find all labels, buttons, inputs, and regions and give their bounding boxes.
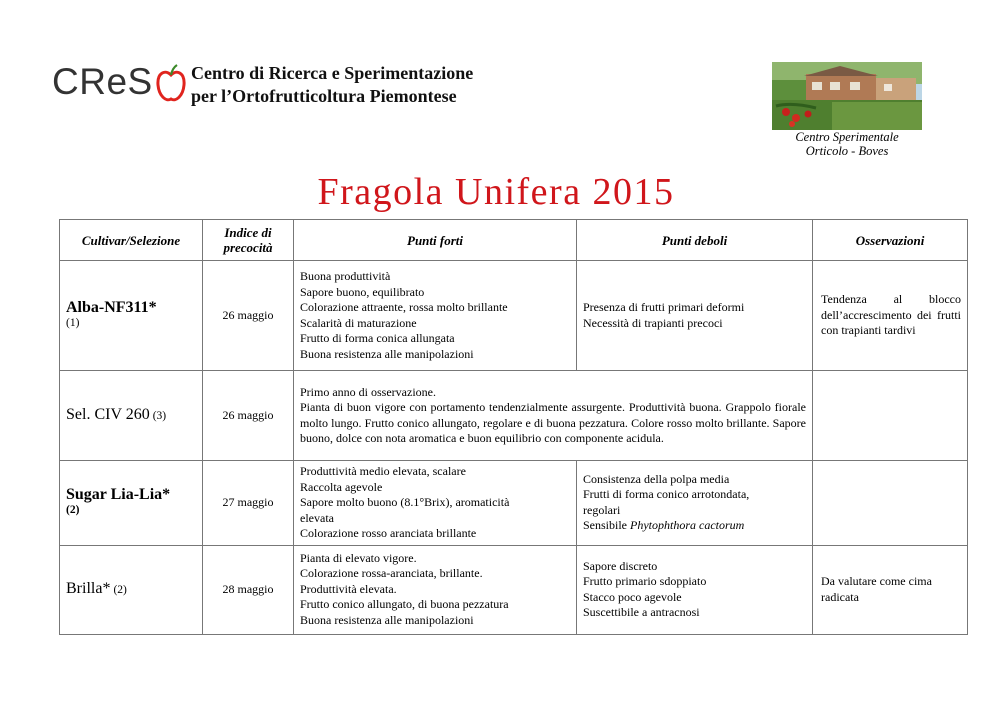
strong-point: Pianta di elevato vigore. (300, 550, 417, 565)
col-header-cultivar: Cultivar/Selezione (60, 220, 203, 261)
weak-point: Sapore discreto (583, 558, 658, 573)
col-header-weak-points: Punti deboli (577, 220, 813, 261)
cultivar-name: Brilla* (66, 579, 111, 597)
photo-caption (762, 130, 932, 158)
precocity-cell: 26 maggio (203, 371, 294, 461)
precocity-cell: 26 maggio (203, 261, 294, 371)
weak-points-cell (577, 461, 813, 546)
table-header-row (60, 220, 968, 261)
strong-point: Raccolta agevole (300, 479, 383, 494)
weak-point: Frutti di forma conico arrotondata, (583, 487, 750, 502)
strong-points-cell (294, 371, 813, 461)
cultivar-name: Alba-NF311* (66, 299, 157, 316)
strong-point: elevata (300, 510, 334, 525)
weak-point: Frutto primario sdoppiato (583, 574, 707, 588)
org-line-1: Centro di Ricerca e Sperimentazione (191, 63, 474, 83)
page-title: Fragola Unifera 2015 (317, 171, 675, 213)
weak-point: Presenza di frutti primari deformi (583, 300, 745, 314)
strong-point: Colorazione attraente, rossa molto brillante (300, 300, 508, 314)
cultivar-cell (60, 371, 203, 461)
caption-line-1: Centro Sperimentale (795, 130, 899, 144)
weak-point: Suscettibile a antracnosi (583, 605, 700, 619)
strong-point: Buona resistenza alle manipolazioni (300, 612, 474, 627)
cultivar-cell (60, 545, 203, 634)
strong-point: Colorazione rossa-aranciata, brillante. (300, 566, 483, 581)
strong-point-text: Pianta di buon vigore con portamento tendenzialmente assurgente. Produttività buona. Grappolo fiorale molto lungo. Frutto conico allungato, regolare e di buona pezzatura. Colore rosso molto brillante. Sapore buono, dolce con nota aromatica e buon equilibrio con componente acidula. (300, 400, 806, 445)
cultivar-cell (60, 461, 203, 546)
precocity-cell: 28 maggio (203, 545, 294, 634)
caption-line-2: Orticolo - Boves (805, 144, 889, 158)
strong-point: Produttività elevata. (300, 581, 397, 596)
table-row (60, 545, 968, 634)
observations-cell (813, 371, 968, 461)
photo-illustration (772, 62, 922, 130)
cultivar-name: Sel. CIV 260 (66, 405, 150, 423)
strong-point: Sapore molto buono (8.1°Brix), aromaticità (300, 495, 510, 509)
strong-point-intro: Primo anno di osservazione. (300, 384, 436, 399)
center-photo (772, 62, 922, 130)
weak-point: Stacco poco agevole (583, 589, 682, 604)
table-row (60, 371, 968, 461)
cultivar-note: (2) (113, 583, 127, 596)
cultivar-note: (2) (66, 503, 80, 516)
strong-point: Buona resistenza alle manipolazioni (300, 346, 474, 361)
observations-cell: Da valutare come cima radicata (813, 545, 968, 634)
apple-icon (156, 63, 186, 105)
strong-points-cell (294, 261, 577, 371)
weak-points-cell (577, 545, 813, 634)
weak-points-cell (577, 261, 813, 371)
col-header-strong-points: Punti forti (294, 220, 577, 261)
cultivar-note: (3) (152, 409, 167, 422)
strong-point: Scalarità di maturazione (300, 315, 417, 330)
cres-logo (52, 58, 186, 108)
org-line-2: per l’Ortofrutticoltura Piemontese (191, 86, 457, 106)
strong-points-cell (294, 545, 577, 634)
weak-point-prefix: Sensibile (583, 518, 630, 533)
cultivar-cell (60, 261, 203, 371)
col-header-observations: Osservazioni (813, 220, 968, 261)
cultivar-note: (1) (66, 316, 80, 329)
organization-name (191, 62, 473, 108)
strong-point: Produttività medio elevata, scalare (300, 464, 466, 478)
table-row (60, 261, 968, 371)
col-header-precocity: Indice di precocità (203, 220, 294, 261)
cultivar-name: Sugar Lia-Lia* (66, 486, 171, 504)
strong-point: Frutto di forma conica allungata (300, 331, 455, 345)
strong-point: Frutto conico allungato, di buona pezzatura (300, 597, 509, 612)
weak-point: Consistenza della polpa media (583, 471, 730, 486)
precocity-cell: 27 maggio (203, 461, 294, 546)
strong-point: Buona produttività (300, 269, 391, 283)
weak-point (583, 518, 808, 534)
table-row (60, 461, 968, 546)
observations-cell: Tendenza al blocco dell’accrescimento dei frutti con trapianti tardivi (813, 261, 968, 371)
cultivar-table (59, 219, 968, 635)
weak-point: Necessità di trapianti precoci (583, 315, 723, 330)
pathogen-name: Phytophthora cactorum (630, 518, 745, 533)
strong-points-cell (294, 461, 577, 546)
observations-cell (813, 461, 968, 546)
strong-point: Sapore buono, equilibrato (300, 284, 425, 299)
strong-point: Colorazione rosso aranciata brillante (300, 526, 477, 540)
weak-point: regolari (583, 502, 621, 517)
logo-text: CReS (52, 61, 153, 102)
